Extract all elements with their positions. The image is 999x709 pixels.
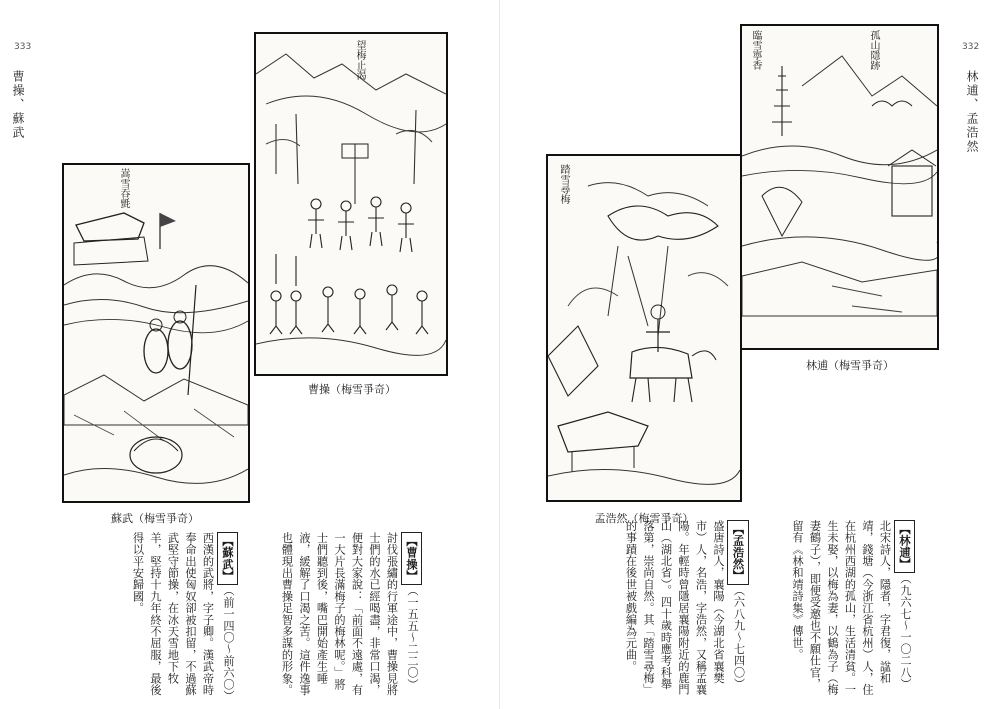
meng-haoran-caption: 孟浩然（梅雪爭奇）	[594, 512, 694, 525]
lin-bu-inscription: 孤山隱跡	[868, 30, 879, 70]
lin-bu-caption: 林逋（梅雪爭奇）	[806, 359, 894, 372]
meng-haoran-illustration	[546, 154, 742, 502]
cao-cao-entry	[278, 532, 422, 697]
meng-haoran-text: （六八九～七四〇）盛唐詩人，襄陽（今湖北省襄樊市）人，名浩，字浩然，又稱孟襄陽。年輕時曾隱居襄陽附近的鹿門山（湖北省）。四十歲時應考科舉落第，崇尚自然。其「踏雪尋梅」的事蹟在後世被戲編為元曲。	[624, 520, 746, 696]
lin-bu-text: （九六七～一〇二八）北宋詩人，隱者，字君復，諡和靖，錢塘（今浙江省杭州）人，住在杭州西湖的孤山，生活清貧。一生未娶，以梅為妻，以鶴為子（梅妻鶴子），即便受邀也不願仕官，留有《林和靖詩集》傳世。	[791, 520, 912, 696]
right-running-head: 林逋、孟浩然	[965, 70, 979, 154]
right-page-number: 332	[962, 42, 980, 52]
su-wu-heading: 【蘇武】	[217, 532, 239, 585]
meng-haoran-entry	[622, 520, 749, 698]
cao-cao-heading: 【曹操】	[401, 532, 423, 585]
su-wu-text: （前一四〇～前六〇）西漢的武將，字子卿。漢武帝時奉命出使匈奴卻被扣留，不過蘇武堅守節操，在冰天雪地下牧羊，堅持十九年終不屈服，最後得以平安歸國。	[131, 532, 235, 697]
meng-haoran-heading: 【孟浩然】	[727, 520, 749, 585]
su-wu-woodcut-image	[64, 165, 248, 501]
page-gutter	[499, 0, 500, 709]
cao-cao-inscription: 望梅止渴	[354, 40, 365, 80]
meng-haoran-woodcut-image	[548, 156, 740, 500]
left-page-text	[131, 532, 457, 697]
cao-cao-caption: 曹操（梅雪爭奇）	[308, 383, 396, 396]
su-wu-entry	[129, 532, 238, 697]
lin-bu-heading: 【林逋】	[894, 520, 916, 573]
lin-bu-woodcut-image	[742, 26, 937, 348]
left-page-number: 333	[14, 42, 32, 52]
su-wu-inscription: 嵩雪吞氈	[118, 168, 129, 208]
lin-bu-inscription-secondary: 臨雪寧香	[750, 30, 761, 70]
cao-cao-text: （一五五～二二〇）討伐張繡的行軍途中，曹操見將士們的水已經喝盡，非常口渴，便對大家說：「前面不遠處，有一大片長滿梅子的梅林呢。」將士們聽到後，嘴巴開始產生唾液，緩解了口渴之苦。這件逸事也體現出曹操足智多謀的形象。	[280, 532, 419, 696]
left-running-head: 曹操、蘇武	[11, 70, 25, 140]
right-page-text	[624, 520, 950, 698]
meng-haoran-inscription: 踏雪尋梅	[558, 164, 569, 204]
cao-cao-woodcut-image	[256, 34, 446, 374]
su-wu-illustration	[62, 163, 250, 503]
lin-bu-entry	[789, 520, 916, 698]
lin-bu-illustration	[740, 24, 939, 350]
su-wu-caption: 蘇武（梅雪爭奇）	[111, 512, 199, 525]
cao-cao-illustration	[254, 32, 448, 376]
